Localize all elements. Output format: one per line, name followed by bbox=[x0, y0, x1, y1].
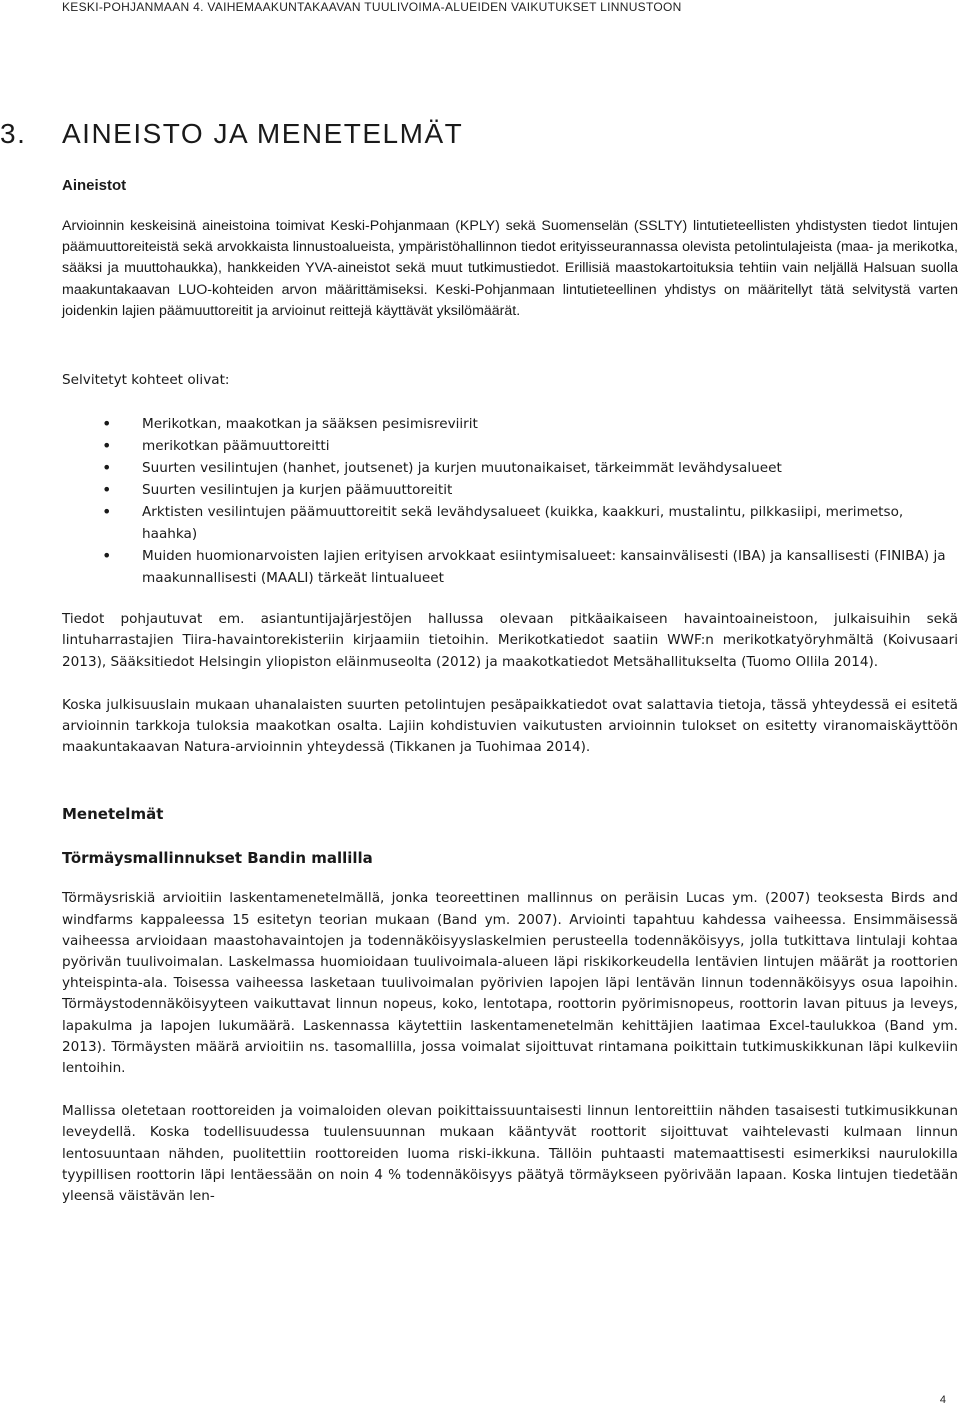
page-content bbox=[0, 114, 958, 1207]
chapter-title-text: AINEISTO JA MENETELMÄT bbox=[62, 118, 464, 149]
list-item: • Suurten vesilintujen ja kurjen päämuuttoreitit bbox=[62, 479, 958, 501]
chapter-title bbox=[0, 114, 958, 154]
list-item: • Suurten vesilintujen (hanhet, joutsenet) ja kurjen muutonaikaiset, tärkeimmät levähdysalueet bbox=[62, 457, 958, 479]
paragraph-data-origin: Tiedot pohjautuvat em. asiantuntijajärjestöjen hallussa olevaan pitkäaikaiseen havaintoaineistoon, julkaisuihin sekä lintuharrastajien Tiira-havaintorekisteriin kirjaamiin tietoihin. Merikotkatiedot saatiin WWF:n merikotkatyöryhmältä (Koivusaari 2013), Sääksitiedot Helsingin yliopiston eläinmuseolta (2012) ja maakotkatiedot Metsähallitukselta (Tuomo Ollila 2014). bbox=[62, 611, 958, 670]
paragraph-sources-part-b: Erillisiä maastokartoituksia tehtiin vain neljällä Halsuan suolla maakuntakaavan LUO-kohteiden arvon määrittämiseksi. bbox=[62, 260, 958, 298]
list-item: • Muiden huomionarvoisten lajien erityisen arvokkaat esiintymisalueet: kansainvälisesti (IBA) ja kansallisesti (FINIBA) ja maakunnallisesti (MAALI) tärkeät lintualueet bbox=[62, 545, 958, 589]
targets-intro: Selvitetyt kohteet olivat: bbox=[62, 372, 230, 389]
section-heading-aineistot: Aineistot bbox=[62, 177, 127, 194]
list-item: • Merikotkan, maakotkan ja sääksen pesimisreviirit bbox=[62, 413, 958, 435]
chapter-number: 3. bbox=[0, 118, 27, 149]
paragraph-model-assumptions: Mallissa oletetaan roottoreiden ja voimaloiden olevan poikittaissuuntaisesti linnun lentoreittiin nähden tasaisesti tutkimusikkunan leveydellä. Koska todellisuudessa tuulensuunnan mukaan kääntyvät roottorit sijoittuvat vaihtelevasti kulmaan linnun lentosuuntaan nähden, puolitettiin roottoreiden luoma riski-ikkuna. Tällöin puhtaasti matemaattisesti esimerkiksi naurulokilla tyypillisen roottorin läpi lentäessään on noin 4 % todennäköisyys päätyä törmäykseen pyörivään lapaan. Koska lintujen tiedetään yleensä väistävän len- bbox=[62, 1103, 958, 1205]
paragraph-sources-part-c: Keski-Pohjanmaan lintutieteellinen yhdistys on määritellyt tätä selvitystä varten joidenkin lajien päämuuttoreitit ja arvioinut reittejä käyttävät yksilömäärät. bbox=[62, 281, 958, 319]
targets-list bbox=[62, 413, 958, 589]
section-heading-menetelmat: Menetelmät bbox=[62, 805, 164, 824]
paragraph-collision-method: Törmäysriskiä arvioitiin laskentamenetelmällä, jonka teoreettinen mallinnus on peräisin Lucas ym. (2007) teoksesta Birds and windfarms kappaleessa 15 esitetyn teorian mukaan (Band ym. 2007). Arviointi tapahtuu kahdessa vaiheessa. Ensimmäisessä vaiheessa arvioidaan maastohavaintojen ja todennäköisyyslaskelmien perusteella todennäköisyys, jolla tutkittava lintulaji kohtaa pyörivän tuulivoimalan. Laskelmassa huomioidaan tuulivoimala-alueen läpi riskikorkeudella lentävien lintujen määrät ja roottorien yhteispinta-ala. Toisessa vaiheessa lasketaan tuulivoimalan pyörivien lapojen läpi lentävän linnun todennäköisyys osua lapoihin. Törmäystodennäköisyyteen vaikuttavat linnun nopeus, koko, lentotapa, roottorin pyörimisnopeus, roottorin lavan pituus ja leveys, lapakulma ja lapojen lukumäärä. Laskennassa käytettiin laskentamenetelmän kehittäjien laatimaa Excel-taulukkoa (Band ym. 2013). Törmäysten määrä arvioitiin ns. tasomallilla, jossa voimalat sijoittuvat rintamana poikittain tutkimuskikkunan läpi kulkeviin lentoihin. bbox=[62, 890, 958, 1077]
paragraph-sources bbox=[62, 216, 958, 322]
list-item: • merikotkan päämuuttoreitti bbox=[62, 435, 958, 457]
page-number: 4 bbox=[939, 1394, 946, 1406]
list-item: • Arktisten vesilintujen päämuuttoreitit sekä levähdysalueet (kuikka, kaakkuri, mustalintu, pilkkasiipi, merimetso, haahka) bbox=[62, 501, 958, 545]
paragraph-sources-part-a: Arvioinnin keskeisinä aineistoina toimivat Keski-Pohjanmaan (KPLY) sekä Suomenselän (SSLTY) lintutieteellisten yhdistysten tiedot lintujen päämuuttoreiteistä sekä arvokkaista linnustoalueista, ympäristöhallinnon tiedot erityisseurannassa olevista petolintulajeista (maa- ja merikotka, sääksi ja muuttohaukka), hankkeiden YVA-aineistot sekä muut tutkimustiedot. bbox=[62, 218, 958, 277]
paragraph-confidentiality: Koska julkisuuslain mukaan uhanalaisten suurten petolintujen pesäpaikkatiedot ovat salattavia tietoja, tässä yhteydessä ei esitetä arvioinnin tarkkoja tuloksia maakotkan osalta. Lajiin kohdistuvien vaikutusten arvioinnin tulokset on esitetty viranomaiskäyttöön maakuntakaavan Natura-arvioinnin yhteydessä (Tikkanen ja Tuohimaa 2014). bbox=[62, 696, 958, 756]
subsection-heading-band-model: Törmäysmallinnukset Bandin mallilla bbox=[62, 849, 373, 868]
running-header: KESKI-POHJANMAAN 4. VAIHEMAAKUNTAKAAVAN TUULIVOIMA-ALUEIDEN VAIKUTUKSET LINNUSTOON bbox=[62, 0, 682, 14]
